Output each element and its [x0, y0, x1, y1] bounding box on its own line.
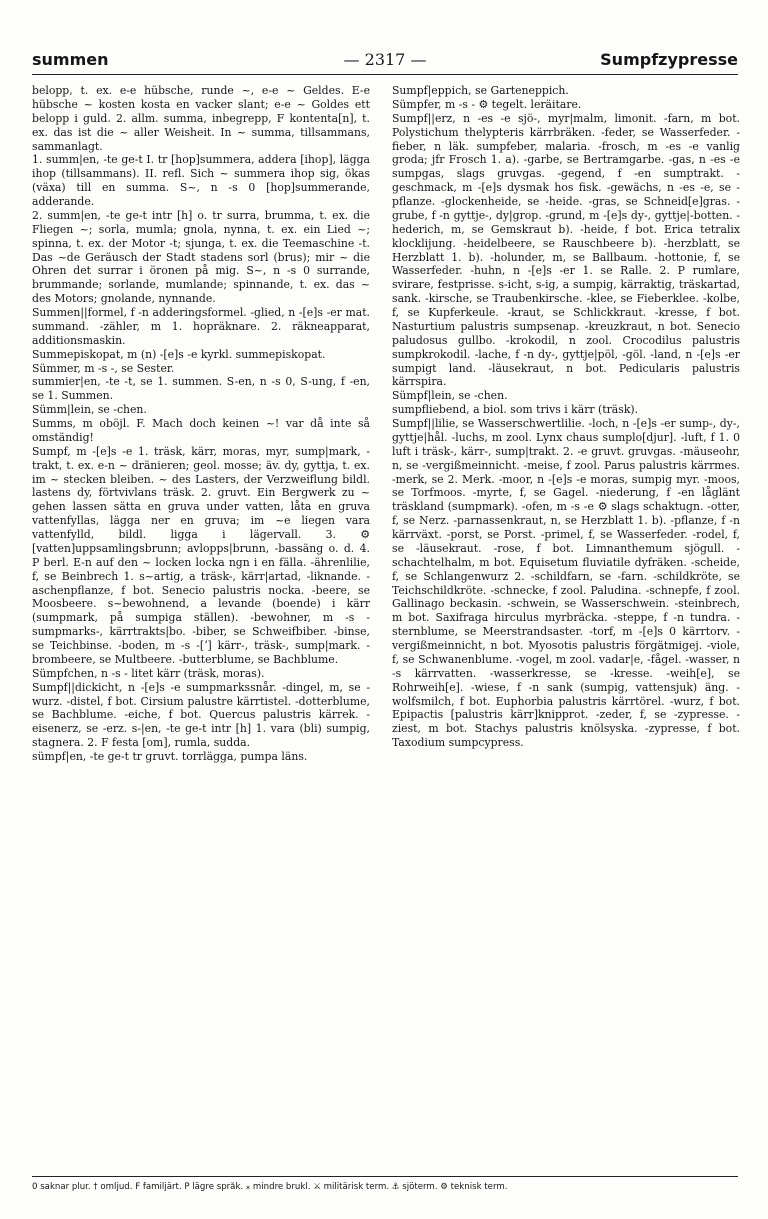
entry-paragraph: belopp, t. ex. e-e hübsche, runde ~, e-e ~ Geldes. E-e hübsche ~ kosten kosta en vacker slant; e-e ~ Goldes ett belopp i guld. 2. allm. summa, inbegrepp, F kontenta[n], t. ex. das ist die ~ aller Weisheit. In ~ summa, tillsammans, sammanlagt. [32, 84, 370, 153]
page-header [32, 50, 738, 72]
entry-paragraph: 1. summ|en, -te ge-t I. tr [hop]summera, addera [ihop], lägga ihop (tillsammans). II. refl. Sich ~ summera ihop sig, ökas (växa) till en summa. S~, n -s 0 [hop]summerande, adderande. [32, 153, 370, 208]
entry-paragraph: Sumpf||erz, n -es -e sjö-, myr|malm, limonit. -farn, m bot. Polystichum thelypteris kärrbräken. -feder, se Wasserfeder. -fieber, n läk. sumpfeber, malaria. -frosch, m -es -e vanlig groda; jfr Frosch 1. a). -garbe, se Bertramgarbe. -gas, n -es -e sumpgas, slags gruvgas. -gegend, f -en sumptrakt. -geschmack, m -[e]s dysmak hos fisk. -gewächs, n -es -e, se -pflanze. -glockenheide, se -heide. -gras, se Schneid[e]gras. -grube, f -n gyttje-, dy|grop. -grund, m -[e]s dy-, gyttje|-botten. -hederich, m, se Gemskraut b). -heide, f bot. Erica tetralix klocklijung. -heidelbeere, se Rauschbeere b). -herzblatt, se Herzblatt 1. b). -holunder, m, se Ballbaum. -hottonie, f, se Wasserfeder. -huhn, n -[e]s -er 1. se Ralle. 2. P rumlare, svirare, festprisse. s-icht, s-ig, a sumpig, kärraktig, träskartad, sank. -kirsche, se Traubenkirsche. -klee, se Fieberklee. -kolbe, f, se Kupferkeule. -kraut, se Schlickkraut. -kresse, f bot. Nasturtium palustris sumpsenap. -kreuzkraut, n bot. Senecio paludosus gullbo. -krokodil, n zool. Crocodilus palustris sumpkrokodil. -lache, f -n dy-, gyttje|pöl, -göl. -land, n -[e]s -er sumpigt land. -läusekraut, n bot. Pedicularis palustris kärrspira. [392, 111, 740, 389]
right-column [392, 84, 740, 770]
footer-rule [32, 1176, 738, 1177]
entry-paragraph: Sümpfer, m -s - ⚙ tegelt. leräitare. [392, 97, 582, 111]
entry-paragraph: Sumpf||lilie, se Wasserschwertlilie. -loch, n -[e]s -er sump-, dy-, gyttje|hål. -luchs, m zool. Lynx chaus sumplo[djur]. -luft, f 1. 0 luft i träsk-, kärr-, sump|trakt. 2. -e gruvt. gruvgas. -mäuseohr, n, se -vergißmeinnicht. -meise, f zool. Parus palustris kärrmes. -merk, se 2. Merk. -moor, n -[e]s -e moras, sumpig myr. -moos, se Torfmoos. -myrte, f, se Gagel. -niederung, f -en låglänt träskland (sumpmark). -ofen, m -s -e ⚙ slags schaktugn. -otter, f, se Nerz. -parnassenkraut, n, se Herzblatt 1. b). -pflanze, f -n kärrväxt. -porst, se Porst. -primel, f, se Wasserfeder. -rodel, f, se -läusekraut. -rose, f bot. Limnanthemum sjögull. -schachtelhalm, m bot. Equisetum fluviatile dyfräken. -scheide, f, se Schlangenwurz 2. -schildfarn, se -farn. -schildkröte, se Teichschildkröte. -schnecke, f zool. Paludina. -schnepfe, f zool. Gallinago beckasin. -schwein, se Wasserschwein. -steinbrech, m bot. Saxifraga hirculus myrbräcka. -steppe, f -n tundra. -sternblume, se Meerstrandsaster. -torf, m -[e]s 0 kärrtorv. -vergißmeinnicht, n bot. Myosotis palustris förgätmigej. -viole, f, se Schwanenblume. -vogel, m zool. vadar|e, -fågel. -wasser, n -s kärrvatten. -wasserkresse, se -kresse. -weih[e], se Rohrweih[e]. -wiese, f -n sank (sumpig, vattensjuk) äng. -wolfsmilch, f bot. Euphorbia palustris kärrtörel. -wurz, f bot. Epipactis [palustris kärr]knipprot. -zeder, f, se -zypresse. -ziest, m bot. Stachys palustris knölsyska. -zypresse, f bot. Taxodium sumpcypress. [392, 417, 740, 750]
entry-paragraph: Summs, m oböjl. F. Mach doch keinen ~! var då inte så omständig! [32, 417, 370, 444]
header-rule [32, 74, 738, 75]
entry-paragraph: 2. summ|en, -te ge-t intr [h] o. tr surra, brumma, t. ex. die Fliegen ~; sorla, mumla; gnola, nynna, t. ex. ein Lied ~; spinna, t. ex. der Motor -t; sjunga, t. ex. die Teemaschine -t. Das ~de Geräusch der Stadt stadens sorl (brus); mir ~ die Ohren det surrar i öronen på mig. S~, n -s 0 surrande, brummande; sorlande, mumlande; spinnande, t. ex. das ~ des Motors; gnolande, nynnande. [32, 208, 370, 306]
entry-paragraph: Sumpf|eppich, se Garteneppich. [392, 84, 569, 97]
abbreviation-legend: 0 saknar plur. † omljud. F familjärt. P lägre språk. ⁎ mindre brukl. ⚔ militärisk term. ⚓ sjöterm. ⚙ teknisk term. [32, 1182, 508, 1192]
right-guide-word: Sumpfzypresse [600, 50, 738, 69]
entry-paragraph: summier|en, -te -t, se 1. summen. S-en, n -s 0, S-ung, f -en, se 1. Summen. [32, 375, 370, 403]
left-column [32, 84, 370, 770]
entry-paragraph: Sümpf|lein, se -chen. [392, 389, 508, 403]
entry-paragraph: Sümm|lein, se -chen. [32, 403, 147, 417]
entry-paragraph: Sümmer, m -s -, se Sester. [32, 361, 175, 375]
entry-paragraph: Sumpf, m -[e]s -e 1. träsk, kärr, moras, myr, sump|mark, -trakt, t. ex. e-n ~ dränieren; geol. mosse; äv. dy, gyttja, t. ex. im ~ stecken bleiben. ~ des Lasters, der Verzweiflung bildl. lastens dy, förtvivlans träsk. 2. gruvt. Ein Bergwerk zu ~ gehen lassen sätta en gruva under vatten, låta en gruva vattenfyllas, lägga ner en gruva; im ~e liegen vara vattenfylld, bildl. ligga i lägervall. 3. ⚙ [vatten]uppsamlingsbrunn; avlopps|brunn, -bassäng o. d. 4. P berl. E-n auf den ~ locken locka ngn i en fälla. -ährenlilie, f, se Beinbrech 1. s~artig, a träsk-, kärr|artad, -liknande. -aschenpflanze, f bot. Senecio palustris nocka. -beere, se Moosbeere. s~bewohnend, a levande (boende) i kärr (sumpmark, på sumpiga ställen). -bewohner, m -s - sumpmarks-, kärrtrakts|bo. -biber, se Schweifbiber. -binse, se Teichbinse. -boden, m -s -[ʼ] kärr-, träsk-, sump|mark. -brombeere, se Multbeere. -butterblume, se Bachblume. [32, 444, 370, 666]
entry-paragraph: sümpf|en, -te ge-t tr gruvt. torrlägga, pumpa läns. [32, 750, 308, 763]
entry-paragraph: Summepiskopat, m (n) -[e]s -e kyrkl. summepiskopat. [32, 347, 326, 361]
entry-paragraph: Sümpfchen, n -s - litet kärr (träsk, moras). [32, 666, 265, 680]
entry-paragraph: Sumpf||dickicht, n -[e]s -e sumpmarkssnår. -dingel, m, se -wurz. -distel, f bot. Cirsium palustre kärrtistel. -dotterblume, se Bachblume. -eiche, f bot. Quercus palustris kärrek. -eisenerz, se -erz. s-|en, -te ge-t intr [h] 1. vara (bli) sumpig, stagnera. 2. F festa [om], rumla, sudda. [32, 680, 370, 750]
entry-paragraph: sumpfliebend, a biol. som trivs i kärr (träsk). [392, 403, 639, 417]
entry-paragraph: Summen||formel, f -n adderingsformel. -glied, n -[e]s -er mat. summand. -zähler, m 1. hopräknare. 2. räkneapparat, additionsmaskin. [32, 306, 370, 347]
left-guide-word: summen [32, 50, 109, 69]
page-number: — 2317 — [343, 50, 427, 69]
